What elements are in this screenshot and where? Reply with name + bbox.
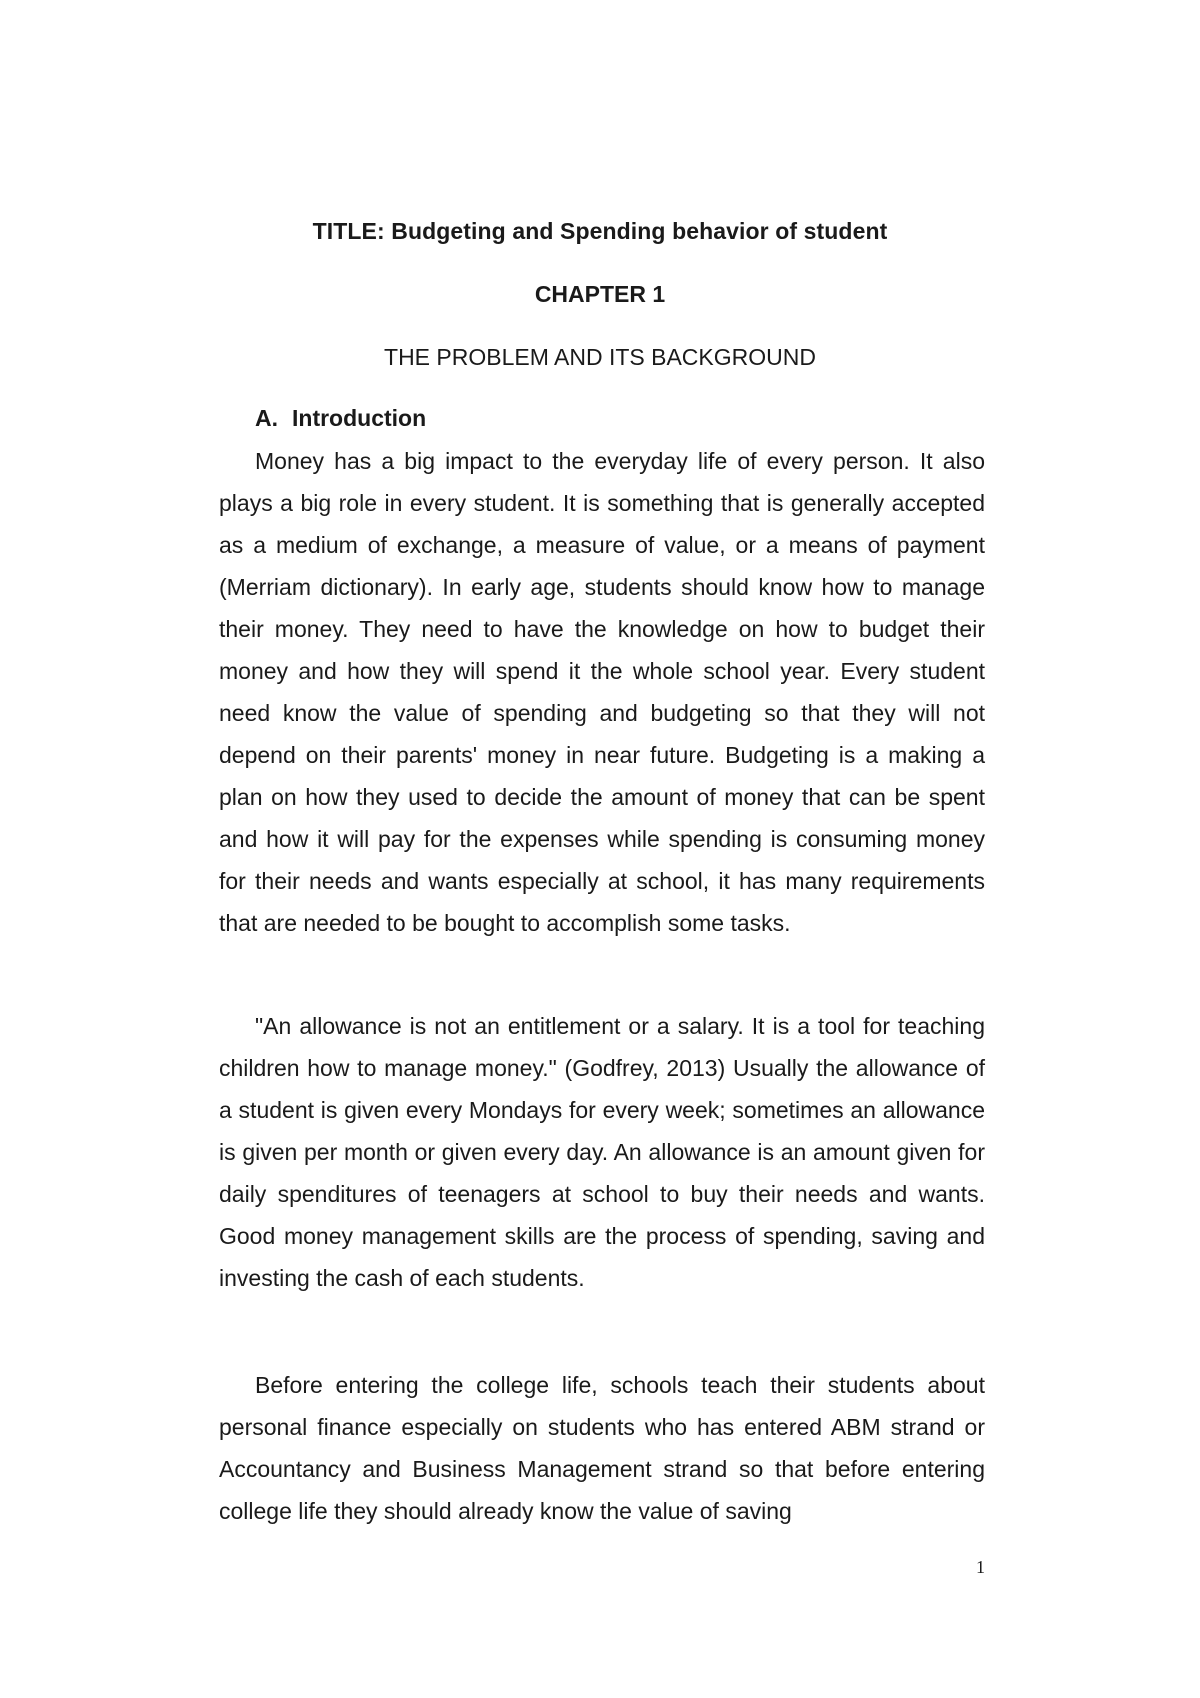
chapter-heading: CHAPTER 1	[534, 281, 666, 307]
paragraph-college-life: Before entering the college life, schools teach their students about personal finance especially on students who has entered ABM strand or Accountancy and Business Management strand so that before entering college life they should already know the value of saving	[219, 1372, 985, 1524]
section-heading-text: Introduction	[292, 405, 427, 431]
page-number: 1	[976, 1557, 985, 1577]
paragraph-allowance: "An allowance is not an entitlement or a salary. It is a tool for teaching children how to manage money." (Godfrey, 2013) Usually the allowance of a student is given every Mondays for every week; sometimes an allowance is given per month or given every day. An allowance is an amount given for daily spenditures of teenagers at school to buy their needs and wants. Good money management skills are the process of spending, saving and investing the cash of each students.	[219, 1013, 985, 1291]
section-marker: A.	[255, 405, 278, 431]
section-heading	[255, 405, 426, 432]
document-title: TITLE: Budgeting and Spending behavior of student	[312, 218, 888, 244]
chapter-subtitle: THE PROBLEM AND ITS BACKGROUND	[384, 344, 816, 370]
paragraph-introduction: Money has a big impact to the everyday life of every person. It also plays a big role in every student. It is something that is generally accepted as a medium of exchange, a measure of value, or a means of payment (Merriam dictionary). In early age, students should know how to manage their money. They need to have the knowledge on how to budget their money and how they will spend it the whole school year. Every student need know the value of spending and budgeting so that they will not depend on their parents' money in near future. Budgeting is a making a plan on how they used to decide the amount of money that can be spent and how it will pay for the expenses while spending is consuming money for their needs and wants especially at school, it has many requirements that are needed to be bought to accomplish some tasks.	[219, 448, 985, 936]
